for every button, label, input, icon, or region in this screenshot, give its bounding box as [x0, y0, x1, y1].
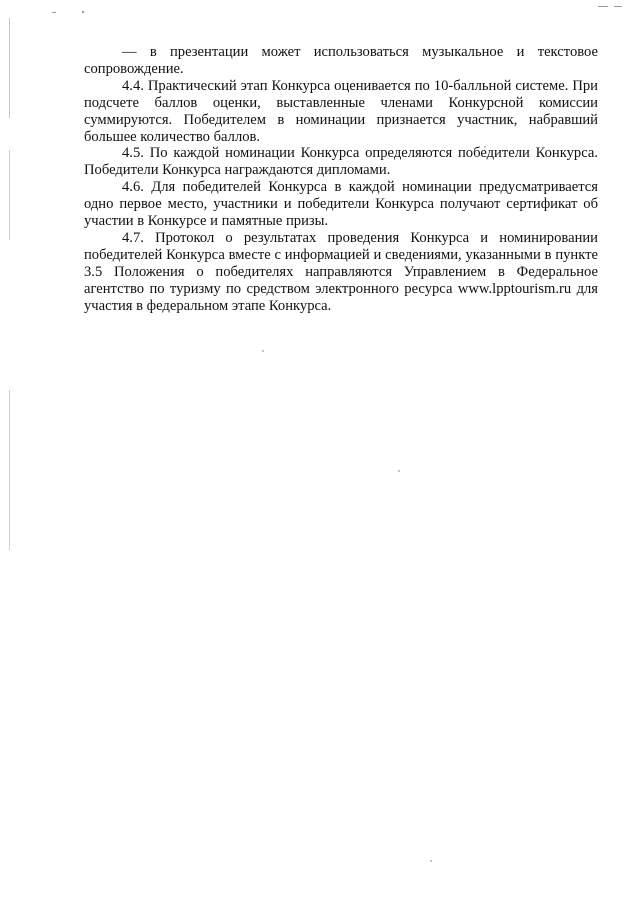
scan-mark-top-left-2	[82, 11, 84, 13]
scan-mark-top-left	[52, 12, 56, 13]
paragraph-4-7: 4.7. Протокол о результатах проведения Конкурса и номинировании победителей Конкурса вместе с информацией и сведениями, указанными в пункте 3.5 Положения о победителях направляются Управлением в Федеральное агентство по туризму по средством электронного ресурса www.lpptourism.ru для участия в федеральном этапе Конкурса.	[84, 229, 598, 314]
scan-edge-left-3	[9, 390, 10, 550]
scan-mark-top-right-2	[614, 6, 622, 7]
scan-edge-left	[9, 18, 10, 118]
scan-mark-top-right	[598, 6, 608, 7]
scan-dot	[398, 470, 400, 472]
scan-dot	[262, 350, 264, 352]
document-body	[84, 44, 598, 315]
paragraph-4-6: 4.6. Для победителей Конкурса в каждой номинации предусматривается одно первое место, участники и победители Конкурса получают сертификат об участии в Конкурсе и памятные призы.	[84, 179, 598, 230]
scan-edge-left-2	[9, 150, 10, 240]
paragraph-4-5: 4.5. По каждой номинации Конкурса определяются победители Конкурса. Победители Конкурса награждаются дипломами.	[84, 145, 598, 179]
paragraph-music-accompaniment: — в презентации может использоваться музыкальное и текстовое сопровождение.	[84, 44, 598, 77]
scan-dot	[430, 860, 432, 862]
paragraph-4-4: 4.4. Практический этап Конкурса оценивается по 10-балльной системе. При подсчете баллов оценки, выставленные членами Конкурсной комиссии суммируются. Победителем в номинации признается участник, набравший большее количество баллов.	[84, 77, 598, 145]
